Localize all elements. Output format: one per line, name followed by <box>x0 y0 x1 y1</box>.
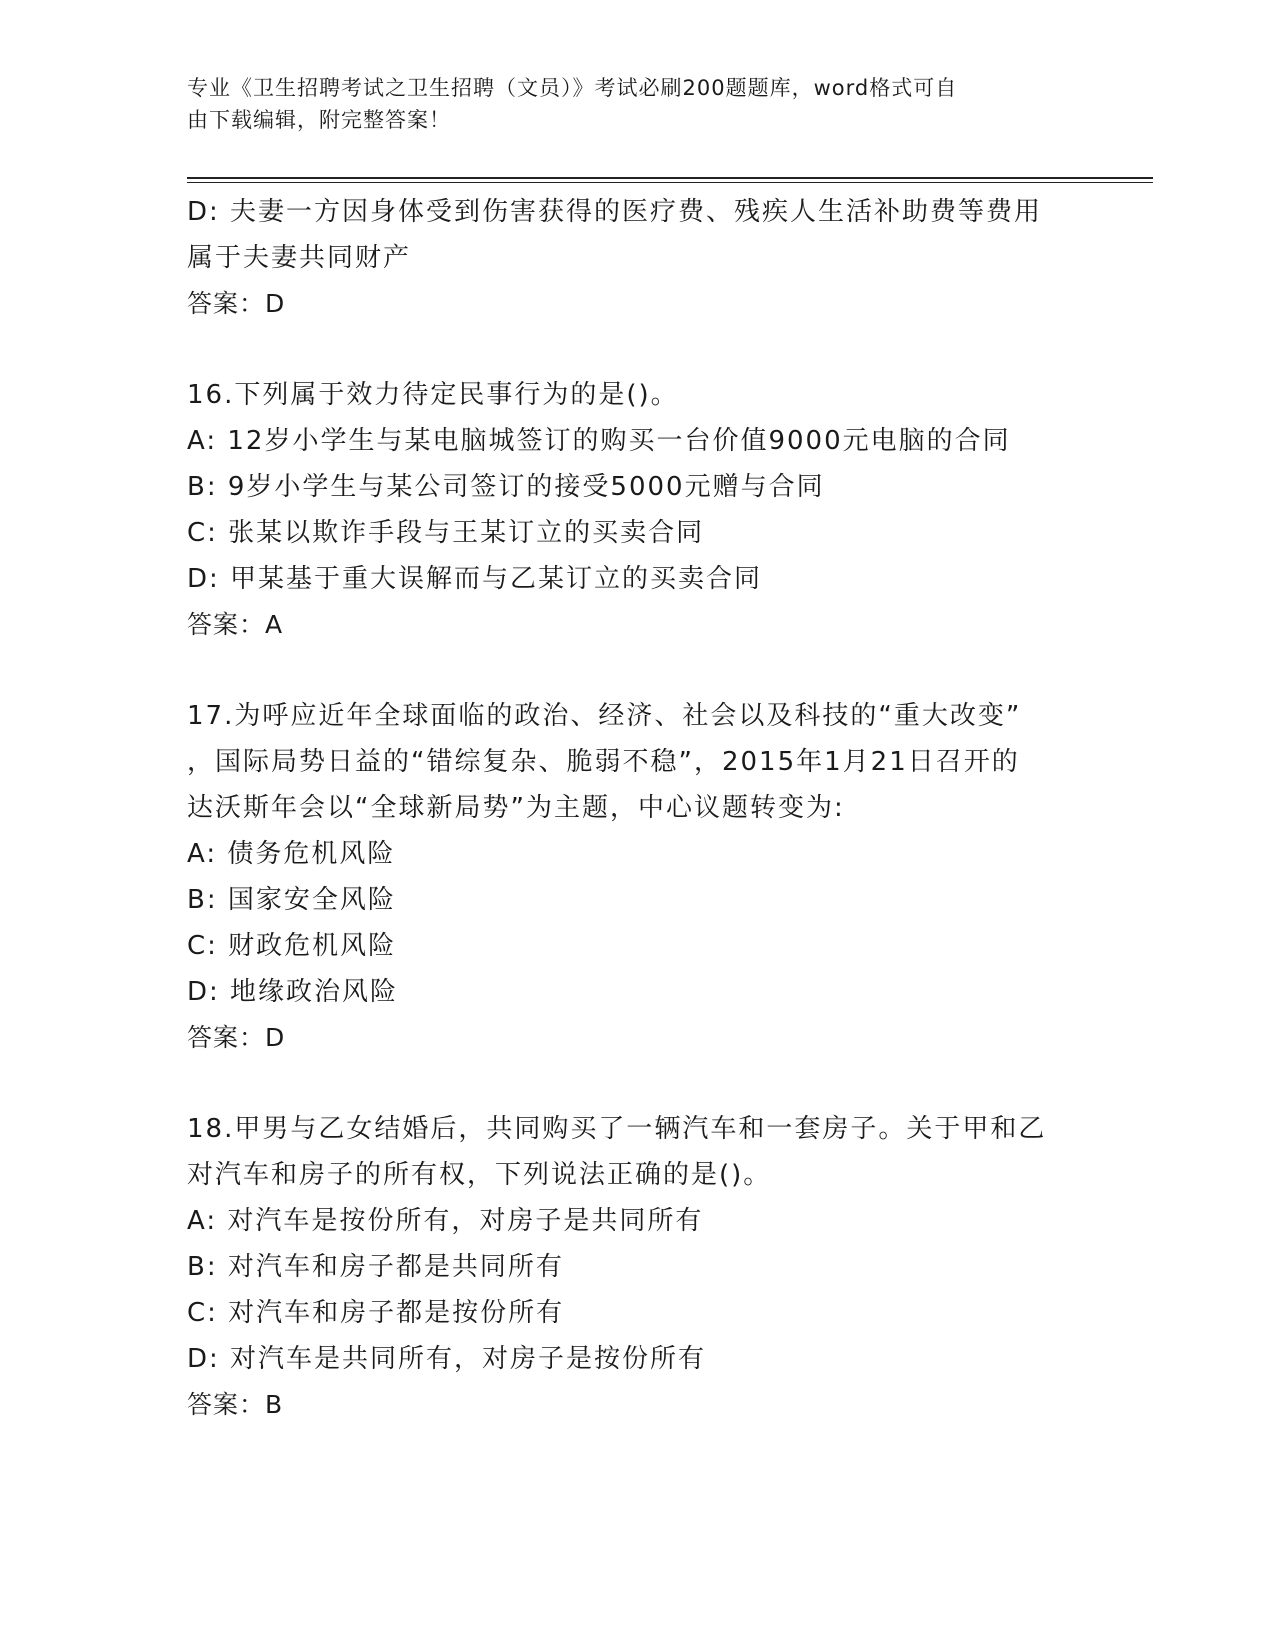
question-stem: 16.下列属于效力待定民事行为的是()。 <box>187 380 679 410</box>
option-c: C: 财政危机风险 <box>187 931 397 961</box>
option-b: B: 9岁小学生与某公司签订的接受5000元赠与合同 <box>187 472 825 502</box>
option-d: D: 夫妻一方因身体受到伤害获得的医疗费、残疾人生活补助费等费用 <box>187 197 1043 227</box>
question-17 <box>187 693 1087 1061</box>
spacer <box>187 327 1087 372</box>
header-line-2: 由下载编辑，附完整答案！ <box>187 108 451 132</box>
answer-label: 答案：D <box>187 1023 286 1052</box>
question-stem-continued: ，国际局势日益的“错综复杂、脆弱不稳”，2015年1月21日召开的 <box>187 747 1020 777</box>
previous-question-fragment <box>187 189 1087 327</box>
header-divider-thin <box>187 182 1153 183</box>
option-b: B: 国家安全风险 <box>187 885 396 915</box>
question-content <box>187 189 1087 1428</box>
spacer <box>187 1061 1087 1106</box>
question-stem-continued: 对汽车和房子的所有权，下列说法正确的是()。 <box>187 1160 772 1190</box>
question-16 <box>187 372 1087 648</box>
option-c: C: 张某以欺诈手段与王某订立的买卖合同 <box>187 518 705 548</box>
option-d: D: 地缘政治风险 <box>187 977 399 1007</box>
page-header <box>187 72 1067 136</box>
option-a: A: 对汽车是按份所有，对房子是共同所有 <box>187 1206 704 1236</box>
question-18 <box>187 1106 1087 1428</box>
question-stem: 18.甲男与乙女结婚后，共同购买了一辆汽车和一套房子。关于甲和乙 <box>187 1114 1047 1144</box>
answer-label: 答案：A <box>187 610 284 639</box>
answer-label: 答案：B <box>187 1390 284 1419</box>
answer-label: 答案：D <box>187 289 286 318</box>
option-d-continued: 属于夫妻共同财产 <box>187 243 412 273</box>
header-line-1: 专业《卫生招聘考试之卫生招聘（文员）》考试必刷200题题库，word格式可自 <box>187 76 958 100</box>
option-a: A: 债务危机风险 <box>187 839 396 869</box>
option-d: D: 甲某基于重大误解而与乙某订立的买卖合同 <box>187 564 763 594</box>
question-stem: 17.为呼应近年全球面临的政治、经济、社会以及科技的“重大改变” <box>187 701 1022 731</box>
option-d: D: 对汽车是共同所有，对房子是按份所有 <box>187 1344 707 1374</box>
header-divider-thick <box>187 177 1153 179</box>
option-b: B: 对汽车和房子都是共同所有 <box>187 1252 564 1282</box>
question-stem-continued: 达沃斯年会以“全球新局势”为主题，中心议题转变为: <box>187 793 845 823</box>
spacer <box>187 648 1087 693</box>
option-c: C: 对汽车和房子都是按份所有 <box>187 1298 565 1328</box>
option-a: A: 12岁小学生与某电脑城签订的购买一台价值9000元电脑的合同 <box>187 426 1011 456</box>
